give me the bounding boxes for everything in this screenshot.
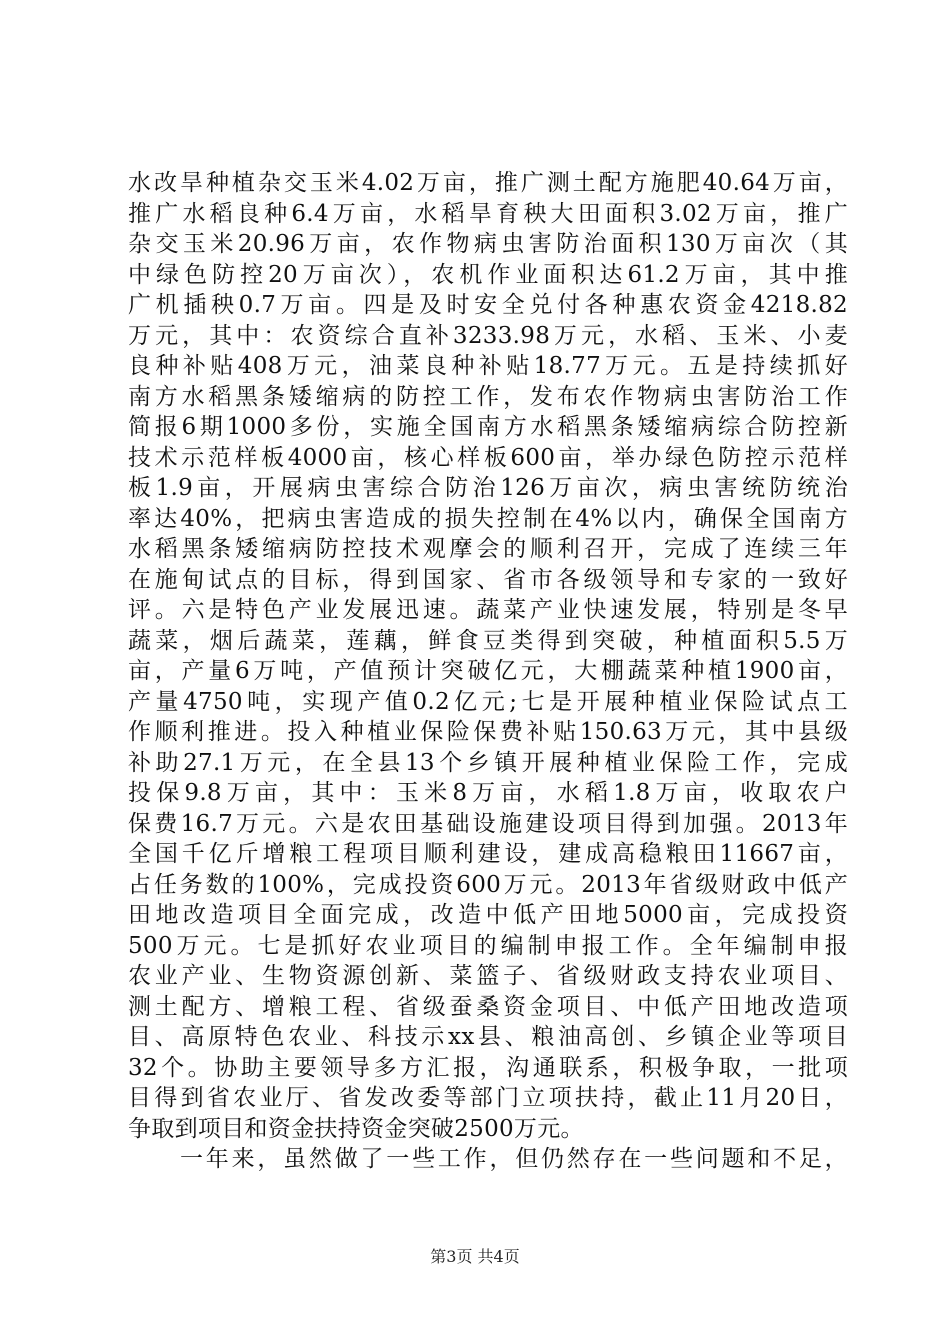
text-line: 在施甸试点的目标，得到国家、省市各级领导和专家的一致好 (128, 566, 848, 593)
text-line: 亩，产量6万吨，产值预计突破亿元，大棚蔬菜种植1900亩， (128, 658, 848, 684)
text-line: 目、高原特色农业、科技示xx县、粮油高创、乡镇企业等项目 (128, 1024, 848, 1050)
text-line: 万元，其中：农资综合直补3233.98万元，水稻、玉米、小麦 (128, 322, 848, 349)
text-line: 保费16.7万元。六是农田基础设施建设项目得到加强。2013年 (128, 810, 848, 837)
text-line: 目得到省农业厅、省发改委等部门立项扶持，截止11月20日， (128, 1085, 848, 1111)
text-line: 良种补贴408万元，油菜良种补贴18.77万元。五是持续抓好 (128, 353, 848, 379)
text-line: 32个。协助主要领导多方汇报，沟通联系，积极争取，一批项 (128, 1054, 848, 1081)
text-line: 技术示范样板4000亩，核心样板600亩，举办绿色防控示范样 (128, 444, 848, 471)
text-line: 广机插秧0.7万亩。四是及时安全兑付各种惠农资金4218.82 (128, 292, 848, 318)
text-line: 产量4750吨，实现产值0.2亿元;七是开展种植业保险试点工 (128, 688, 848, 715)
text-line: 推广水稻良种6.4万亩，水稻旱育秧大田面积3.02万亩，推广 (128, 200, 848, 227)
text-line: 农业产业、生物资源创新、菜篮子、省级财政支持农业项目、 (128, 963, 848, 989)
text-line: 蔬菜，烟后蔬菜，莲藕，鲜食豆类得到突破，种植面积5.5万 (128, 627, 848, 654)
text-line: 简报6期1000多份，实施全国南方水稻黑条矮缩病综合防控新 (128, 414, 848, 440)
text-line: 评。六是特色产业发展迅速。蔬菜产业快速发展，特别是冬早 (128, 597, 848, 623)
text-line: 补助27.1万元，在全县13个乡镇开展种植业保险工作，完成 (128, 749, 848, 776)
text-line: 500万元。七是抓好农业项目的编制申报工作。全年编制申报 (128, 932, 848, 959)
text-line: 田地改造项目全面完成，改造中低产田地5000亩，完成投资 (128, 902, 848, 928)
text-line: 作顺利推进。投入种植业保险保费补贴150.63万元，其中县级 (128, 719, 848, 745)
text-line: 水稻黑条矮缩病防控技术观摩会的顺利召开，完成了连续三年 (128, 536, 848, 562)
text-line: 全国千亿斤增粮工程项目顺利建设，建成高稳粮田11667亩， (128, 841, 848, 867)
text-line: 杂交玉米20.96万亩，农作物病虫害防治面积130万亩次（其 (128, 231, 848, 257)
paragraph-first-line: 一年来，虽然做了一些工作，但仍然存在一些问题和不足， (180, 1146, 848, 1172)
text-line: 水改旱种植杂交玉米4.02万亩，推广测土配方施肥40.64万亩， (128, 170, 848, 196)
text-line: 板1.9亩，开展病虫害综合防治126万亩次，病虫害统防统治 (128, 475, 848, 501)
text-line: 中绿色防控20万亩次），农机作业面积达61.2万亩，其中推 (128, 261, 848, 288)
text-line: 测土配方、增粮工程、省级蚕桑资金项目、中低产田地改造项 (128, 993, 848, 1020)
text-line: 南方水稻黑条矮缩病的防控工作，发布农作物病虫害防治工作 (128, 383, 848, 410)
body-text (128, 168, 848, 1175)
text-line: 率达40%，把病虫害造成的损失控制在4%以内，确保全国南方 (128, 505, 848, 532)
text-line: 投保9.8万亩，其中：玉米8万亩，水稻1.8万亩，收取农户 (128, 780, 848, 806)
text-line: 争取到项目和资金扶持资金突破2500万元。 (128, 1115, 584, 1142)
text-line: 占任务数的100%，完成投资600万元。2013年省级财政中低产 (128, 871, 848, 898)
page-number: 第3页 共4页 (430, 1247, 520, 1266)
